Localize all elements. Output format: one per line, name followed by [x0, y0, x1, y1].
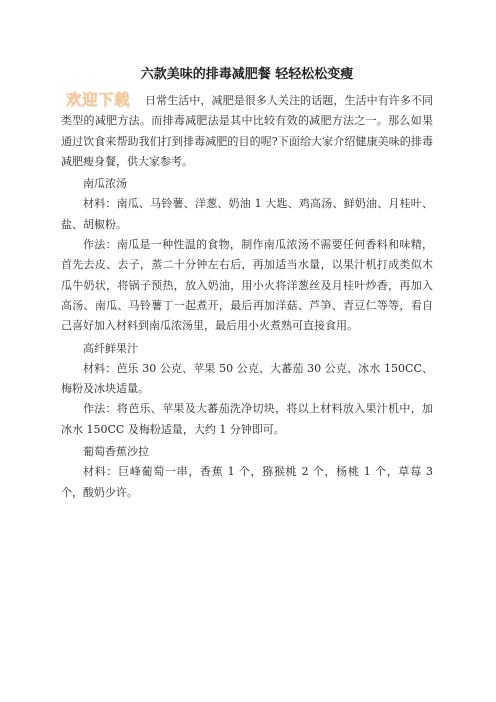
section-materials-fruit-juice: 材料：芭乐 30 公克、苹果 50 公克、大蕃茄 30 公克、冰水 150CC、梅粉及冰块适量。 — [61, 361, 433, 396]
section-heading-fruit-juice: 高纤鲜果汁 — [83, 341, 138, 355]
section-materials-pumpkin-soup: 材料：南瓜、马铃薯、洋葱、奶油 1 大匙、鸡高汤、鲜奶油、月桂叶、盐、胡椒粉。 — [61, 197, 433, 231]
section-heading-grape-banana-salad: 葡萄香蕉沙拉 — [83, 445, 149, 459]
document-title: 六款美味的排毒减肥餐 轻轻松松变瘦 — [140, 67, 354, 82]
section-method-pumpkin-soup: 作法：南瓜是一种性温的食物，制作南瓜浓汤不需要任何香料和味精，首先去皮、去子，蒸二十分钟左右后，再加适当水量，以果汁机打成类似木瓜牛奶状，将锅子预热，放入奶油，用小火将洋葱丝及月桂叶炒香，再加入高汤、南瓜、马铃薯丁一起煮开，最后再加洋菇、芦笋、青豆仁等等，看自己喜好加入材料到南瓜浓汤里，最后用小火煮熟可直接食用。 — [61, 238, 433, 333]
section-method-fruit-juice: 作法：将芭乐、苹果及大蕃茄洗净切块，将以上材料放入果汁机中，加冰水 150CC 及梅粉适量，大约 1 分钟即可。 — [61, 402, 433, 436]
section-heading-pumpkin-soup: 南瓜浓汤 — [83, 177, 127, 191]
welcome-download-stamp: 欢迎下载 — [66, 91, 131, 109]
document-body — [61, 91, 433, 503]
section-materials-grape-banana-salad: 材料：巨峰葡萄一串，香蕉 1 个，猕猴桃 2 个，杨桃 1 个，草莓 3 个，酸奶少许。 — [61, 465, 433, 499]
intro-text: 日常生活中，减肥是很多人关注的话题，生活中有许多不同类型的减肥方法。而排毒减肥法是其中比较有效的减肥方法之一。那么如果通过饮食来帮助我们打到排毒减肥的目的呢?下面给大家介绍健康美味的排毒减肥瘦身餐，供大家参考。 — [61, 94, 433, 168]
